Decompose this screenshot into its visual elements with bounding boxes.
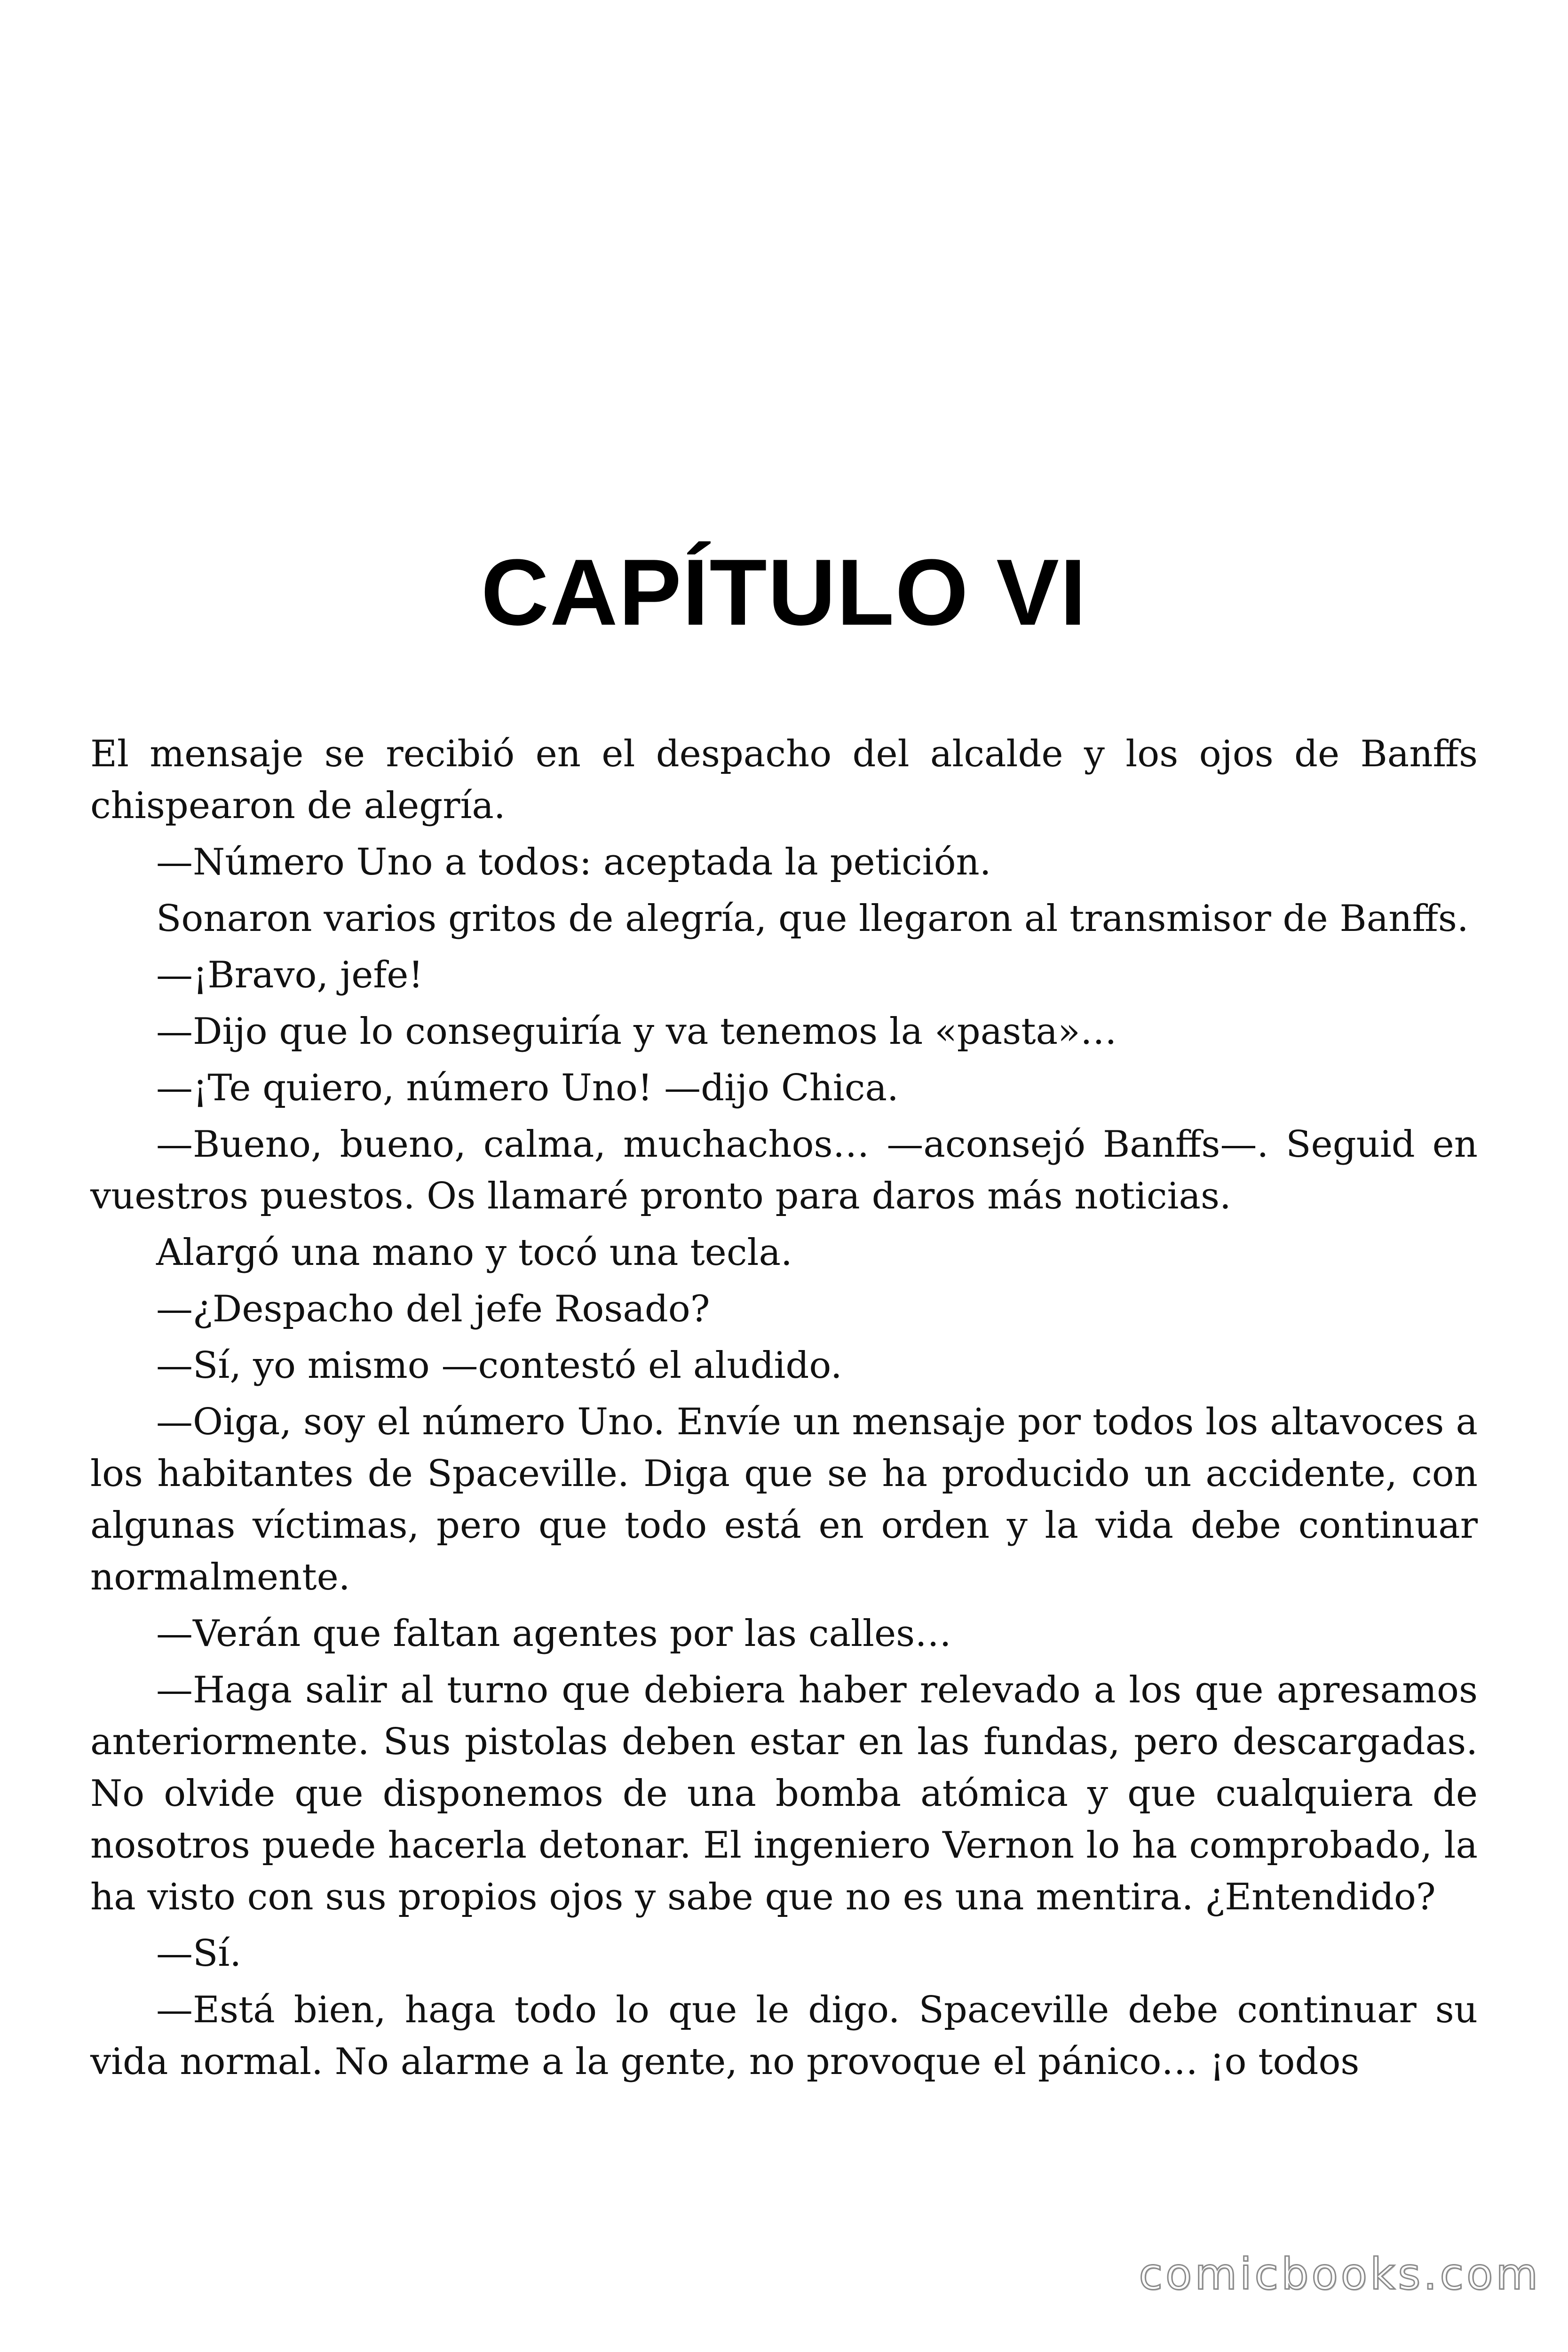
- paragraph: —Dijo que lo conseguiría y va tenemos la «pasta»…: [156, 1010, 1117, 1053]
- paragraph: —Está bien, haga todo lo que le digo. Spaceville debe continuar su vida normal. No alarme a la gente, no provoque el pánico… ¡o todos: [90, 1989, 1478, 2083]
- paragraph: —Haga salir al turno que debiera haber relevado a los que apresamos anteriormente. Sus pistolas deben estar en las fundas, pero descargadas. No olvide que disponemos de una bomba atómica y que cualquiera de nosotros puede hacerla detonar. El ingeniero Vernon lo ha comprobado, la ha visto con sus propios ojos y sabe que no es una mentira. ¿Entendido?: [90, 1669, 1478, 1918]
- paragraph: —Sí, yo mismo —contestó el aludido.: [156, 1344, 842, 1387]
- paragraph: Sonaron varios gritos de alegría, que llegaron al transmisor de Banffs.: [156, 898, 1469, 940]
- site-watermark: comicbooks.com: [1139, 2249, 1541, 2299]
- paragraph: Alargó una mano y tocó una tecla.: [156, 1232, 792, 1274]
- paragraph: —Oiga, soy el número Uno. Envíe un mensaje por todos los altavoces a los habitantes de Spaceville. Diga que se ha producido un accidente, con algunas víctimas, pero que todo está en orden y la vida debe continuar normalmente.: [90, 1401, 1478, 1598]
- paragraph: —¡Te quiero, número Uno! —dijo Chica.: [156, 1067, 899, 1109]
- paragraph: —Verán que faltan agentes por las calles…: [156, 1613, 952, 1655]
- paragraph: —Número Uno a todos: aceptada la petición.: [156, 841, 991, 883]
- paragraph: El mensaje se recibió en el despacho del alcalde y los ojos de Banffs chispearon de alegría.: [90, 733, 1478, 827]
- paragraph: —¿Despacho del jefe Rosado?: [156, 1288, 710, 1330]
- chapter-title: CAPÍTULO VI: [481, 540, 1087, 645]
- paragraph: —Sí.: [156, 1932, 242, 1975]
- paragraph: —¡Bravo, jefe!: [156, 954, 423, 996]
- paragraph: —Bueno, bueno, calma, muchachos… —aconsejó Banffs—. Seguid en vuestros puestos. Os llamaré pronto para daros más noticias.: [90, 1123, 1478, 1217]
- chapter-body: [90, 728, 1478, 2092]
